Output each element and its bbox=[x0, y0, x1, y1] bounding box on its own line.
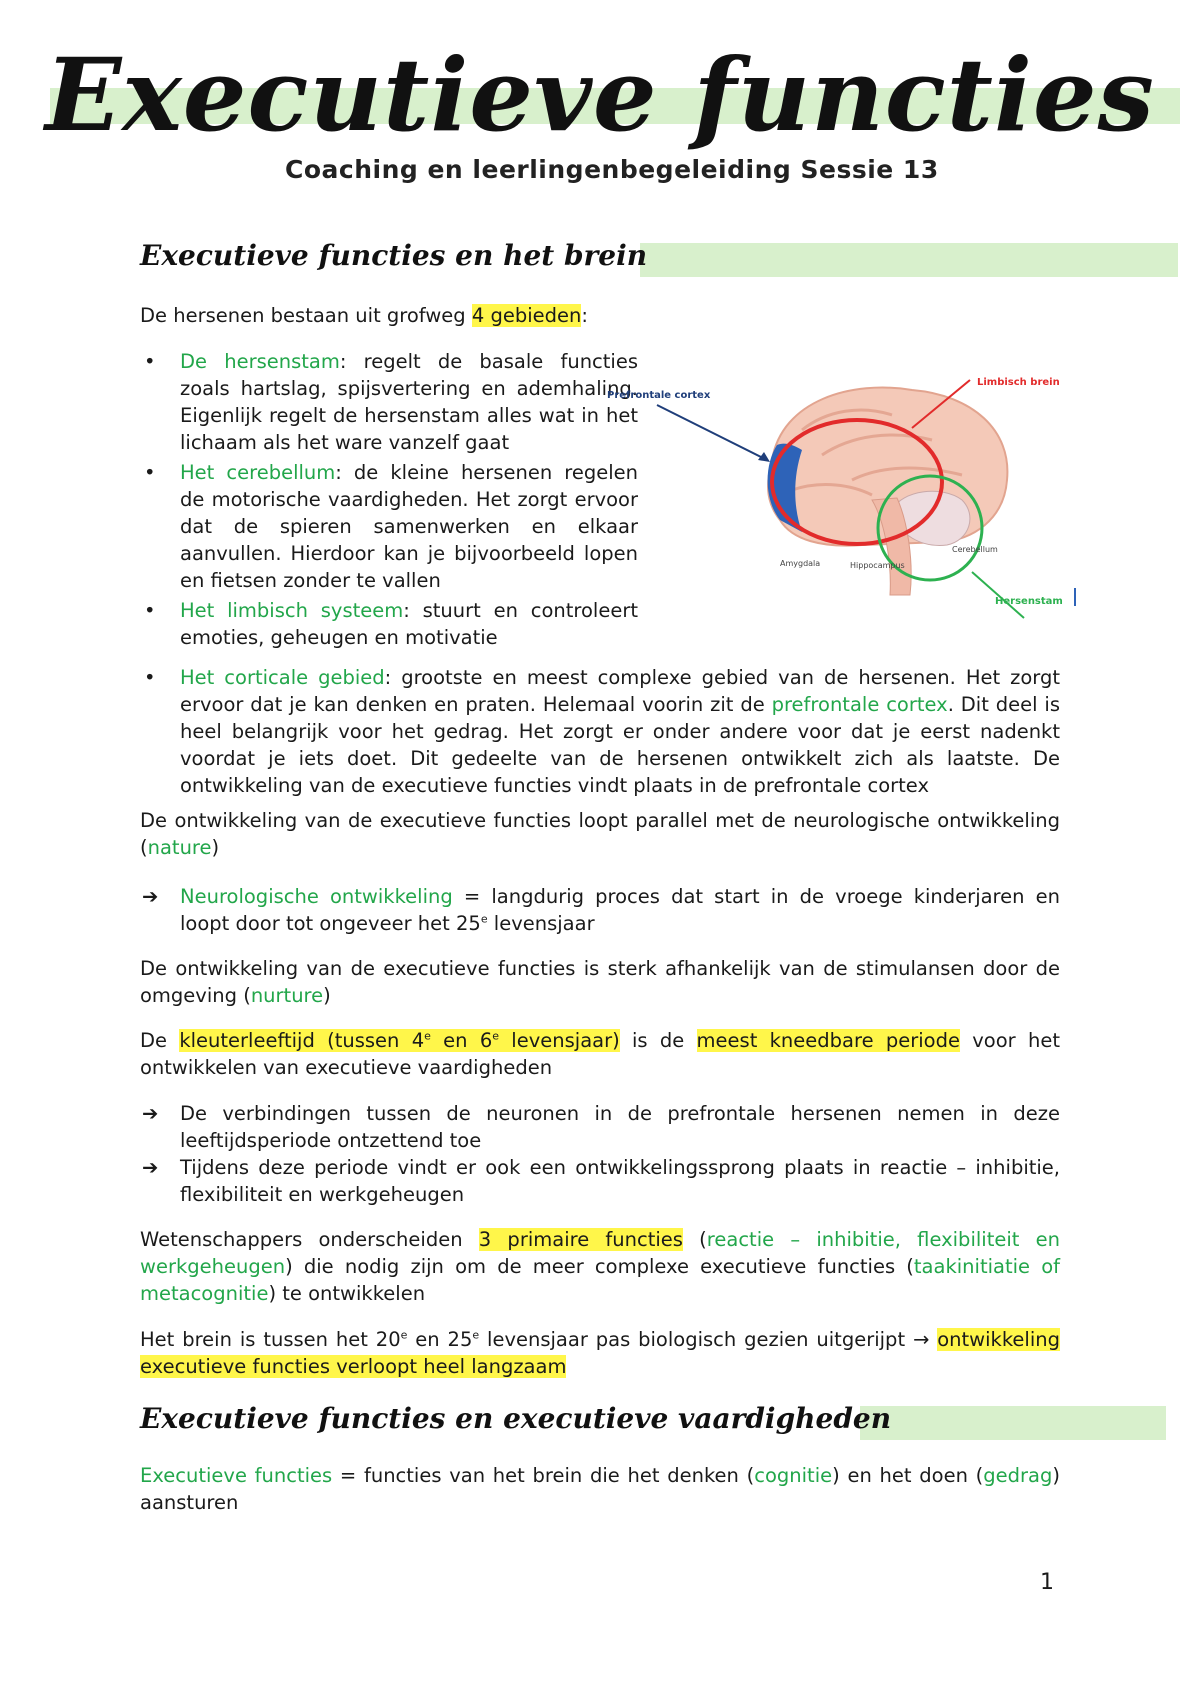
neuro-text: = langdurig proces dat start in de vroege kinderjaren en loopt door tot ongeveer het 25 bbox=[180, 885, 1060, 935]
nurture-paragraph bbox=[140, 955, 1060, 1009]
list-item bbox=[140, 459, 638, 594]
brein-paragraph bbox=[140, 1326, 1060, 1380]
area-text: : regelt de basale functies zoals hartslag, spijsvertering en ademhaling. Eigenlijk regelt de hersenstam alles wat in het lichaam als het ware vanzelf gaat bbox=[180, 350, 638, 454]
area-term: De hersenstam bbox=[180, 350, 340, 373]
section-title: Executieve functies en het brein bbox=[140, 239, 648, 272]
kleuter-highlight bbox=[179, 1029, 619, 1052]
wet-term: taakinitiatie of metacognitie bbox=[140, 1255, 1060, 1305]
page-subtitle: Coaching en leerlingenbegeleiding Sessie 13 bbox=[285, 155, 939, 184]
intro-highlight: 4 gebieden bbox=[471, 304, 582, 327]
label-amygdala: Amygdala bbox=[780, 559, 821, 568]
def-text: ) aansturen bbox=[140, 1464, 1060, 1514]
def-text: = functies van het brein die het denken ( bbox=[332, 1464, 755, 1487]
superscript: e bbox=[472, 1328, 480, 1342]
kleuter-part: en 6 bbox=[430, 1029, 493, 1052]
superscript: e bbox=[480, 912, 488, 926]
prefrontal-term: prefrontale cortex bbox=[771, 693, 948, 716]
brein-text: levensjaar pas biologisch gezien uitgerijpt → bbox=[479, 1328, 938, 1351]
neuro-end: levensjaar bbox=[487, 912, 595, 935]
kleuter-text: voor het ontwikkelen van executieve vaardigheden bbox=[140, 1029, 1060, 1079]
label-cerebellum: Cerebellum bbox=[952, 545, 998, 554]
arrow-item: ➔ Tijdens deze periode vindt er ook een ontwikkelingssprong plaats in reactie – inhibitie, flexibiliteit en werkgeheugen bbox=[140, 1154, 1060, 1208]
brein-text: en 25 bbox=[407, 1328, 473, 1351]
label-hippocampus: Hippocampus bbox=[850, 561, 905, 570]
superscript: e bbox=[400, 1328, 408, 1342]
kleuter-arrows bbox=[140, 1100, 1060, 1208]
kleuter-part: levensjaar) bbox=[499, 1029, 620, 1052]
area-text: : de kleine hersenen regelen de motorische vaardigheden. Het zorgt ervoor dat de spieren samenwerken en elkaar aanvullen. Hierdoor kan je bijvoorbeeld lopen en fietsen zonder te vallen bbox=[180, 461, 639, 592]
page-number: 1 bbox=[1040, 1570, 1054, 1595]
arrow-item bbox=[140, 883, 1060, 937]
intro-colon: : bbox=[581, 304, 588, 327]
brein-highlight: ontwikkeling executieve functies verloopt heel langzaam bbox=[140, 1328, 1060, 1378]
nurture-close: ) bbox=[323, 984, 331, 1007]
kleuter-text: is de bbox=[619, 1029, 697, 1052]
brein-text: Het brein is tussen het 20 bbox=[140, 1328, 401, 1351]
area-term: Het limbisch systeem bbox=[180, 599, 404, 622]
nurture-term: nurture bbox=[250, 984, 324, 1007]
kleuter-part: kleuterleeftijd (tussen 4 bbox=[179, 1029, 425, 1052]
neuro-term: Neurologische ontwikkeling bbox=[180, 885, 453, 908]
page-title: Executieve functies bbox=[45, 36, 1155, 154]
section-heading-2 bbox=[140, 1402, 1178, 1440]
wet-highlight: 3 primaire functies bbox=[478, 1228, 683, 1251]
wet-text: ) te ontwikkelen bbox=[268, 1282, 426, 1305]
list-item bbox=[140, 348, 638, 456]
area-term: Het cerebellum bbox=[180, 461, 336, 484]
prefrontal-pointer bbox=[657, 405, 767, 460]
def-text: ) en het doen ( bbox=[832, 1464, 984, 1487]
section-title: Executieve functies en executieve vaardigheden bbox=[140, 1402, 892, 1435]
cortical-list bbox=[140, 664, 1060, 802]
kleuter-paragraph bbox=[140, 1027, 1060, 1081]
wet-term: reactie – inhibitie, flexibiliteit en werkgeheugen bbox=[140, 1228, 1060, 1278]
superscript: e bbox=[424, 1029, 431, 1043]
nurture-text: De ontwikkeling van de executieve functies is sterk afhankelijk van de stimulansen door de omgeving ( bbox=[140, 957, 1060, 1007]
def-term: cognitie bbox=[754, 1464, 833, 1487]
wet-text: ( bbox=[682, 1228, 707, 1251]
kleuter-text: De bbox=[140, 1029, 180, 1052]
wetenschappers-paragraph bbox=[140, 1226, 1060, 1307]
kleuter-highlight: meest kneedbare periode bbox=[696, 1029, 960, 1052]
brain-areas-list bbox=[140, 348, 638, 654]
intro-line bbox=[140, 302, 1060, 329]
area-text: : grootste en meest complexe gebied van de hersenen. Het zorgt ervoor dat je kan denken en praten. Helemaal voorin zit de bbox=[180, 666, 1060, 716]
label-brainstem: Hersenstam bbox=[995, 596, 1063, 607]
neuro-arrow bbox=[140, 883, 1060, 937]
section-heading-1 bbox=[140, 239, 1178, 277]
nature-paragraph bbox=[140, 807, 1060, 861]
list-item bbox=[140, 664, 1060, 799]
wet-text: Wetenschappers onderscheiden bbox=[140, 1228, 479, 1251]
intro-text: De hersenen bestaan uit grofweg bbox=[140, 304, 472, 327]
heading-band bbox=[860, 1406, 1166, 1440]
list-item bbox=[140, 597, 638, 651]
area-text: . Dit deel is heel belangrijk voor het gedrag. Het zorgt er onder andere voor dat je eerst nadenkt voordat je iets doet. Dit gedeelte van de hersenen ontwikkelt zich als laatste. De ontwikkeling van de executieve functies vindt plaats in de prefrontale cortex bbox=[180, 693, 1060, 797]
brain-diagram bbox=[607, 370, 1082, 620]
definition-paragraph bbox=[140, 1462, 1060, 1516]
nature-close: ) bbox=[211, 836, 220, 859]
nature-text: De ontwikkeling van de executieve functies loopt parallel met de neurologische ontwikkeling ( bbox=[140, 809, 1060, 859]
wet-text: ) die nodig zijn om de meer complexe executieve functies ( bbox=[285, 1255, 914, 1278]
heading-band bbox=[640, 243, 1178, 277]
def-term: Executieve functies bbox=[140, 1464, 333, 1487]
nature-term: nature bbox=[147, 836, 212, 859]
def-term: gedrag bbox=[983, 1464, 1053, 1487]
area-term: Het corticale gebied bbox=[180, 666, 385, 689]
brainstem-pointer bbox=[972, 572, 1024, 618]
area-text: : stuurt en controleert emoties, geheugen en motivatie bbox=[180, 599, 638, 649]
label-prefrontal: Prefrontale cortex bbox=[607, 390, 711, 401]
label-limbic: Limbisch brein bbox=[977, 377, 1060, 388]
superscript: e bbox=[492, 1029, 500, 1043]
arrow-item: ➔ De verbindingen tussen de neuronen in de prefrontale hersenen nemen in deze leeftijdsperiode ontzettend toe bbox=[140, 1100, 1060, 1154]
